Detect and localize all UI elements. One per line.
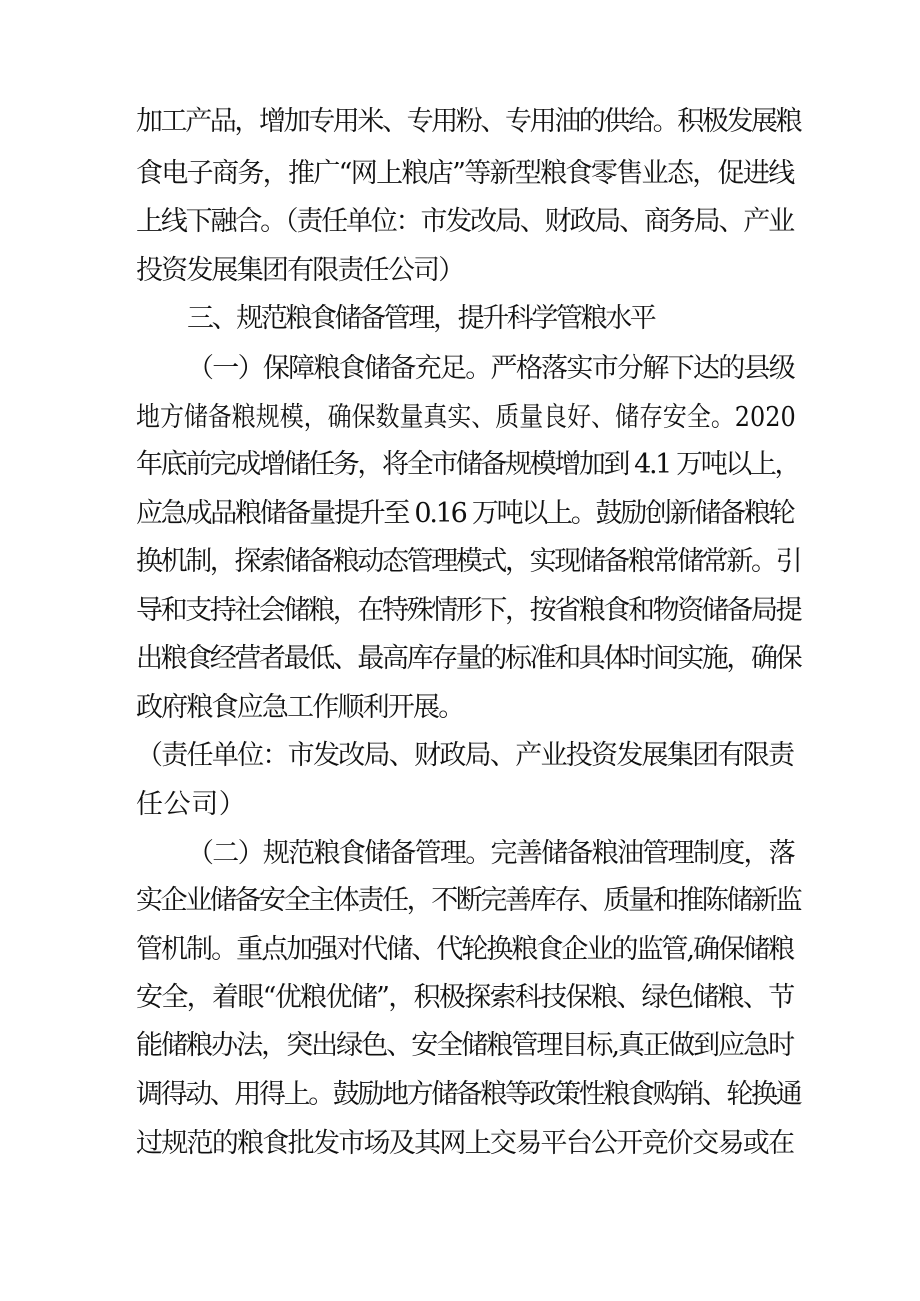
text-line-21: 调得动、用得上。鼓励地方储备粮等政策性粮食购销、轮换通: [136, 1079, 801, 1110]
text-line-9: 应急成品粮储备量提升至 0.16 万吨以上。鼓励创新储备粮轮: [136, 498, 794, 529]
text-line-16: （二）规范粮食储备管理。完善储备粮油管理制度，落: [187, 838, 795, 869]
text-line-4: 投资发展集团有限责任公司）: [136, 255, 464, 286]
text-line-3: 上线下融合。（责任单位：市发改局、财政局、商务局、产业: [136, 206, 793, 237]
text-line-1: 加工产品，增加专用米、专用粉、专用油的供给。积极发展粮: [136, 106, 801, 137]
text-line-17: 实企业储备安全主体责任，不断完善库存、质量和推陈储新监: [136, 885, 801, 916]
text-line-8: 年底前完成增储任务，将全市储备规模增加到 4.1 万吨以上，: [136, 449, 800, 480]
text-line-10: 换机制，探索储备粮动态管理模式，实现储备粮常储常新。引: [136, 546, 801, 577]
text-line-22: 过规范的粮食批发市场及其网上交易平台公开竞价交易或在: [136, 1128, 794, 1159]
text-line-18: 管机制。重点加强对代储、代轮换粮食企业的监管,确保储粮: [136, 934, 794, 965]
text-line-2: 食电子商务，推广“网上粮店”等新型粮食零售业态，促进线: [136, 158, 794, 189]
text-line-19: 安全，着眼“优粮优储”，积极探索科技保粮、绿色储粮、节: [136, 982, 794, 1013]
text-line-15: 任公司）: [136, 789, 247, 820]
text-line-11: 导和支持社会储粮，在特殊情形下，按省粮食和物资储备局提: [136, 595, 801, 626]
section-heading: 三、规范粮食储备管理，提升科学管粮水平: [187, 303, 655, 334]
text-line-14: （责任单位：市发改局、财政局、产业投资发展集团有限责: [136, 740, 794, 771]
text-line-6: （一）保障粮食储备充足。严格落实市分解下达的县级: [187, 353, 795, 384]
text-line-20: 能储粮办法，突出绿色、安全储粮管理目标,真正做到应急时: [136, 1030, 794, 1061]
text-line-7: 地方储备粮规模，确保数量真实、质量良好、储存安全。2020: [136, 402, 796, 433]
text-line-13: 政府粮食应急工作顺利开展。: [136, 692, 464, 723]
text-line-12: 出粮食经营者最低、最高库存量的标准和具体时间实施，确保: [136, 643, 801, 674]
